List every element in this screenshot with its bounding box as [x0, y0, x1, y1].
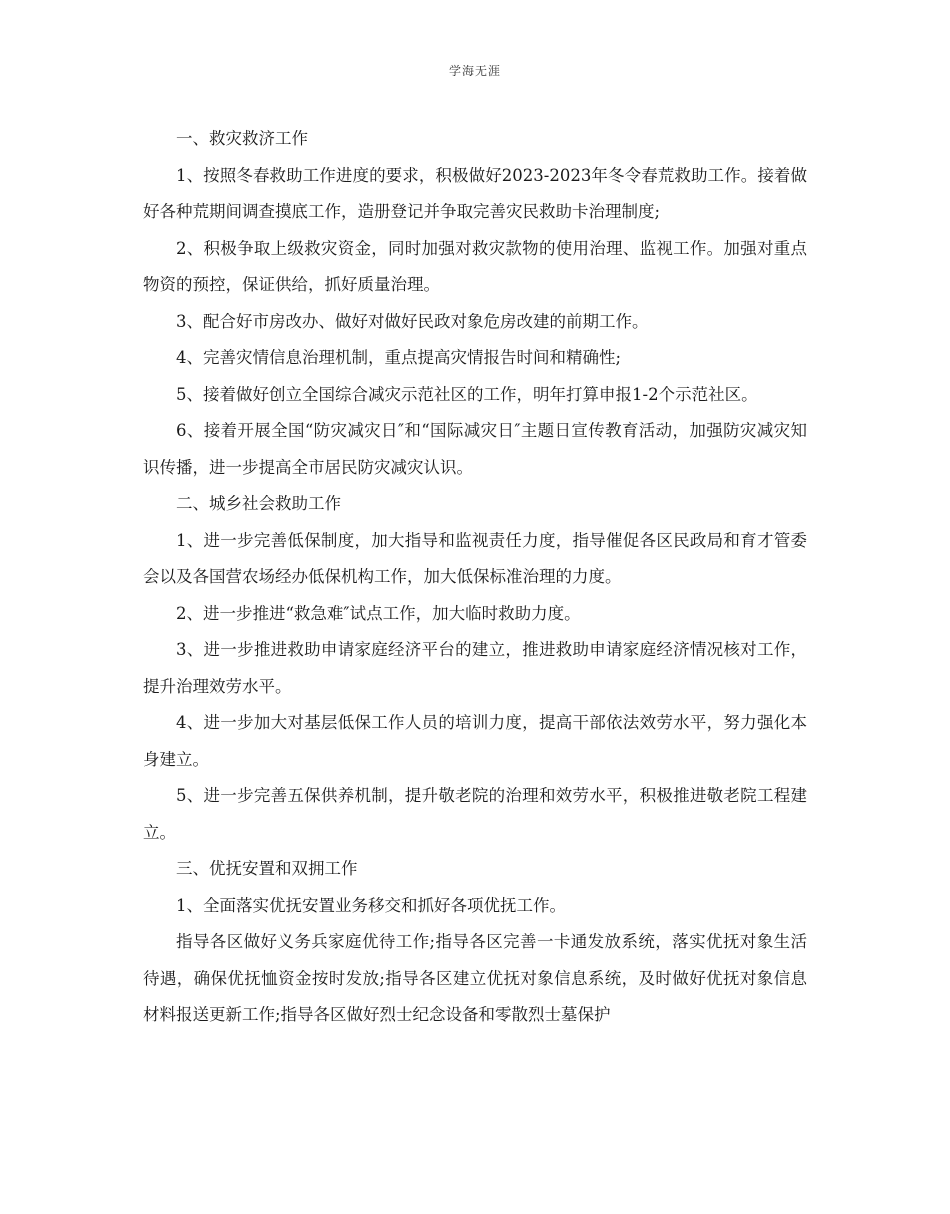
section-heading: 二、城乡社会救助工作: [176, 494, 341, 513]
paragraph: 指导各区做好义务兵家庭优待工作;指导各区完善一卡通发放系统，落实优抚对象生活待遇，确保优抚恤资金按时发放;指导各区建立优抚对象信息系统，及时做好优抚对象信息材料报送更新工作;指导各区做好烈士纪念设备和零散烈士墓保护: [143, 932, 807, 1024]
page-header: 学海无涯: [448, 64, 501, 78]
paragraph: 4、完善灾情信息治理机制，重点提高灾情报告时间和精确性;: [176, 348, 622, 367]
section-heading: 三、优抚安置和双拥工作: [176, 859, 358, 878]
paragraph: 2、进一步推进“救急难″试点工作，加大临时救助力度。: [176, 603, 581, 623]
paragraph: 1、全面落实优抚安置业务移交和抓好各项优抚工作。: [176, 895, 566, 915]
paragraph: 6、接着开展全国“防灾减灾日″和“国际减灾日″主题日宣传教育活动，加强防灾减灾知识传播，进一步提高全市居民防灾减灾认识。: [143, 421, 807, 477]
paragraph: 1、进一步完善低保制度，加大指导和监视责任力度，指导催促各区民政局和育才管委会以及各国营农场经办低保机构工作，加大低保标准治理的力度。: [143, 530, 807, 586]
paragraph: 2、积极争取上级救灾资金，同时加强对救灾款物的使用治理、监视工作。加强对重点物资的预控，保证供给，抓好质量治理。: [143, 238, 807, 294]
paragraph: 5、接着做好创立全国综合减灾示范社区的工作，明年打算申报1-2个示范社区。: [176, 384, 758, 404]
paragraph: 3、进一步推进救助申请家庭经济平台的建立，推进救助申请家庭经济情况核对工作，提升治理效劳水平。: [143, 640, 807, 696]
document-body: [143, 121, 807, 1034]
paragraph: 1、按照冬春救助工作进度的要求，积极做好2023-2023年冬令春荒救助工作。接着做好各种荒期间调查摸底工作，造册登记并争取完善灾民救助卡治理制度;: [143, 165, 807, 221]
paragraph: 4、进一步加大对基层低保工作人员的培训力度，提高干部依法效劳水平，努力强化本身建立。: [143, 713, 807, 769]
paragraph: 5、进一步完善五保供养机制，提升敬老院的治理和效劳水平，积极推进敬老院工程建立。: [143, 786, 807, 842]
paragraph: 3、配合好市房改办、做好对做好民政对象危房改建的前期工作。: [176, 311, 649, 331]
section-heading: 一、救灾救济工作: [176, 129, 308, 148]
